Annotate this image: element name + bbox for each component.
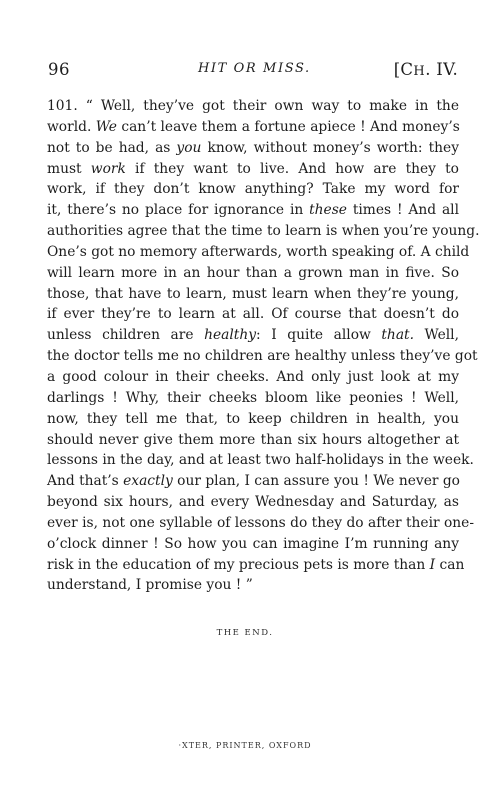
text-line [47, 492, 459, 513]
text-run: must [47, 160, 91, 177]
text-line [47, 346, 478, 367]
text-run: can’t leave them a fortune apiece ! And money’s [116, 118, 460, 135]
text-run: times ! And all [346, 202, 459, 219]
italic-emphasis: We [95, 118, 117, 135]
text-run: it, there’s no place for ignorance in [47, 202, 310, 219]
text-run: unless children are [47, 327, 205, 344]
text-run: ever is, not one syllable of lessons do they do after their one- [47, 514, 475, 531]
text-line [47, 450, 474, 471]
text-run: those, that have to learn, must learn when they’re young, [47, 285, 459, 302]
text-line [47, 534, 459, 555]
text-line [47, 117, 459, 138]
chapter-small-caps: H [413, 64, 426, 79]
text-line [47, 221, 480, 242]
chapter-reference [394, 60, 458, 79]
chapter-number: . IV. [425, 60, 458, 79]
page-number: 96 [48, 60, 70, 79]
text-line [47, 555, 465, 576]
text-line [47, 159, 459, 180]
text-run: if ever they’re to learn at all. Of course that doesn’t do [47, 306, 459, 323]
text-line [47, 409, 459, 430]
text-run: work, if they don’t know anything? Take my word for [47, 181, 459, 198]
italic-emphasis: that. [381, 327, 414, 344]
printer-imprint: ·XTER, PRINTER, OXFORD [178, 741, 312, 750]
italic-emphasis: these [309, 202, 347, 219]
text-run: if they want to live. And how are they to [125, 160, 459, 177]
text-run: authorities agree that the time to learn is when you’re young. [47, 223, 480, 240]
text-line [47, 471, 459, 492]
chapter-bracket: [C [393, 60, 414, 79]
text-run: know, without money’s worth: they [201, 139, 459, 156]
text-line [47, 575, 459, 596]
text-run: And that’s [47, 473, 124, 490]
text-line [47, 263, 459, 284]
text-run: lessons in the day, and at least two half-holidays in the week. [47, 452, 474, 469]
running-header [48, 60, 458, 84]
text-run: a good colour in their cheeks. And only just look at my [47, 368, 459, 385]
text-line [47, 200, 459, 221]
text-run: : I quite allow [256, 327, 382, 344]
text-line [47, 96, 459, 117]
text-run: o’clock dinner ! So how you can imagine I’m running any [47, 535, 459, 552]
italic-emphasis: you [176, 139, 202, 156]
text-line [47, 242, 470, 263]
text-run: Well, [413, 327, 459, 344]
text-run: understand, I promise you ! ” [47, 577, 253, 594]
the-end-label: THE END. [216, 628, 274, 638]
text-line [47, 138, 459, 159]
text-run: can [435, 556, 465, 573]
text-line [47, 179, 459, 200]
text-run: not to be had, as [47, 139, 177, 156]
italic-emphasis: exactly [123, 473, 173, 490]
running-title: HIT OR MISS. [198, 61, 311, 76]
text-run: the doctor tells me no children are healthy unless they’ve got [47, 348, 478, 365]
text-run: risk in the education of my precious pets is more than [47, 556, 430, 573]
text-run: now, they tell me that, to keep children in health, you [47, 410, 459, 427]
italic-emphasis: I [429, 556, 436, 573]
text-line [47, 367, 459, 388]
text-run: beyond six hours, and every Wednesday and Saturday, as [47, 494, 459, 511]
italic-emphasis: healthy [204, 327, 257, 344]
text-line [47, 388, 459, 409]
text-run: 101. “ Well, they’ve got their own way to make in the [47, 98, 459, 114]
text-line [47, 513, 475, 534]
italic-emphasis: work [90, 160, 126, 177]
paragraph-101 [47, 96, 480, 596]
text-line [47, 430, 459, 451]
text-run: should never give them more than six hours altogether at [47, 431, 459, 448]
text-run: darlings ! Why, their cheeks bloom like peonies ! Well, [47, 389, 459, 406]
text-run: will learn more in an hour than a grown man in five. So [47, 264, 459, 281]
text-line [47, 304, 459, 325]
text-run: One’s got no memory afterwards, worth speaking of. A child [47, 243, 470, 260]
text-line [47, 284, 459, 305]
text-run: our plan, I can assure you ! We never go [172, 473, 460, 490]
text-line [47, 325, 459, 346]
text-run: world. [47, 118, 96, 135]
